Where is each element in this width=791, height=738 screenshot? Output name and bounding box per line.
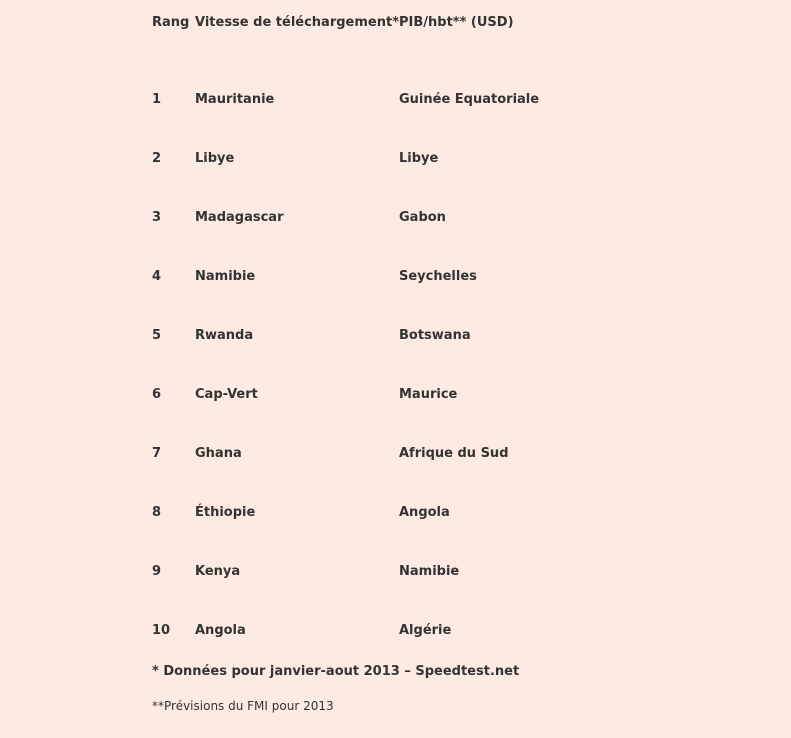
cell-speed-country: Rwanda <box>195 327 254 343</box>
table-row <box>152 483 659 542</box>
cell-rank: 6 <box>152 386 162 402</box>
cell-speed-country: Libye <box>195 150 235 166</box>
cell-speed-country: Éthiopie <box>195 504 256 520</box>
cell-gdp-country: Afrique du Sud <box>399 445 509 461</box>
footnote-gdp-source: **Prévisions du FMI pour 2013 <box>152 699 334 713</box>
table-row <box>152 70 659 129</box>
cell-rank: 5 <box>152 327 162 343</box>
footnote-speed-source: * Données pour janvier-aout 2013 – Speedtest.net <box>152 664 520 679</box>
cell-rank: 3 <box>152 209 162 225</box>
ranking-table <box>152 11 659 660</box>
cell-gdp-country: Botswana <box>399 327 471 343</box>
cell-rank: 9 <box>152 563 162 579</box>
table-row <box>152 188 659 247</box>
header-download-speed: Vitesse de téléchargement* <box>195 15 399 30</box>
cell-rank: 8 <box>152 504 162 520</box>
cell-gdp-country: Namibie <box>399 563 460 579</box>
table-row <box>152 601 659 660</box>
header-gdp-per-capita: PIB/hbt** (USD) <box>399 15 514 30</box>
table-row <box>152 365 659 424</box>
cell-gdp-country: Angola <box>399 504 450 520</box>
cell-speed-country: Madagascar <box>195 209 284 225</box>
table-row <box>152 306 659 365</box>
header-rank: Rang <box>152 15 190 30</box>
cell-gdp-country: Seychelles <box>399 268 477 284</box>
cell-speed-country: Angola <box>195 622 246 638</box>
table-row <box>152 247 659 306</box>
table-spacer <box>152 35 659 70</box>
table-header-row <box>152 11 659 35</box>
cell-gdp-country: Libye <box>399 150 439 166</box>
cell-gdp-country: Algérie <box>399 622 452 638</box>
table-row <box>152 542 659 601</box>
cell-rank: 2 <box>152 150 162 166</box>
cell-rank: 7 <box>152 445 162 461</box>
table-row <box>152 424 659 483</box>
ranking-table-body <box>152 35 659 660</box>
cell-gdp-country: Maurice <box>399 386 458 402</box>
cell-speed-country: Mauritanie <box>195 91 275 107</box>
cell-speed-country: Cap-Vert <box>195 386 258 402</box>
cell-rank: 10 <box>152 622 171 638</box>
cell-gdp-country: Gabon <box>399 209 446 225</box>
cell-speed-country: Kenya <box>195 563 241 579</box>
cell-speed-country: Namibie <box>195 268 256 284</box>
cell-speed-country: Ghana <box>195 445 242 461</box>
cell-rank: 1 <box>152 91 162 107</box>
cell-rank: 4 <box>152 268 162 284</box>
table-row <box>152 129 659 188</box>
cell-gdp-country: Guinée Equatoriale <box>399 91 540 107</box>
